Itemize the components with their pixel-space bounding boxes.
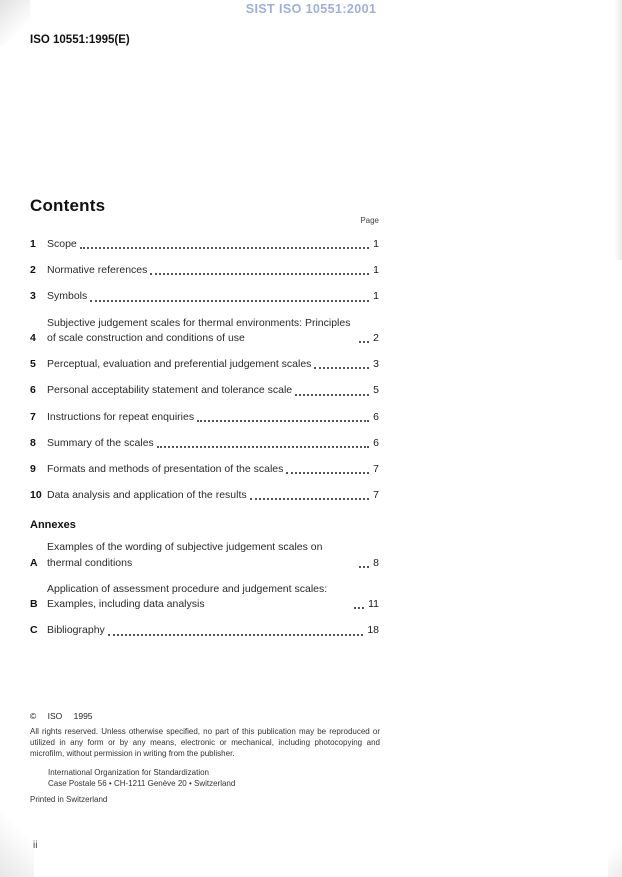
toc-entry-title: Subjective judgement scales for thermal environments: Principles of scale construction and conditions of use [47,316,351,344]
annex-entry [30,623,379,638]
dot-leader [295,394,369,396]
toc-entry [30,289,379,304]
toc-entry-title: Personal acceptability statement and tolerance scale [47,384,293,397]
toc-entry-title: Summary of the scales [47,436,154,449]
toc-entry-page: 1 [373,290,379,303]
dot-leader [157,446,369,448]
dot-leader [108,634,364,636]
annexes-heading: Annexes [30,519,76,532]
annex-entry-letter: A [30,556,38,569]
toc-entry [30,462,379,477]
toc-entry-page: 1 [373,238,379,250]
toc-entry-page: 1 [373,264,379,277]
printed-in: Printed in Switzerland [30,794,108,804]
toc-entry-page: 7 [373,462,379,475]
rights-notice: All rights reserved. Unless otherwise specified, no part of this publication may be reproduced or utilized in any form or by any means, electronic or mechanical, including photocopying and microfilm, without permission in writing from the publisher. [30,727,380,759]
toc-entry [30,263,379,278]
dot-leader [354,607,364,609]
dot-leader [90,300,369,302]
toc-entry-number: 8 [30,436,36,449]
publisher-address: Case Postale 56 • CH-1211 Genève 20 • Switzerland [48,779,236,789]
toc-entry-title: Perceptual, evaluation and preferential judgement scales [47,358,312,371]
annex-entry-letter: C [30,624,38,637]
toc-entry-page: 6 [373,410,379,423]
annex-entry-page: 18 [367,624,379,637]
toc-entry [30,357,379,372]
publisher-name: International Organization for Standardization [48,767,209,777]
dot-leader [197,420,369,422]
annex-entry-page: 8 [373,556,379,569]
scan-shadow-bottom-left [0,813,34,877]
dot-leader [150,273,369,275]
annex-entry-letter: B [30,598,38,611]
toc-entry [30,383,379,398]
dot-leader [250,498,370,500]
toc-entry-number: 4 [30,331,36,344]
toc-entry-number: 2 [30,264,36,277]
toc-entry-page: 2 [373,331,379,344]
toc-entry-title: Symbols [47,290,88,303]
toc-entry-number: 3 [30,290,36,303]
toc-entry-page: 3 [373,358,379,371]
annex-entry-title: Examples of the wording of subjective judgement scales on thermal conditions [47,541,323,569]
toc-entry-number: 9 [30,462,36,475]
toc-entry-number: 10 [30,489,42,502]
toc-entry-number: 7 [30,410,36,423]
toc-entry-page: 7 [373,489,379,502]
publisher-block [48,767,380,790]
dot-leader [359,341,369,343]
toc-entry-number: 1 [30,238,36,250]
scan-shadow-top-right [614,0,622,260]
toc-entry [30,410,379,425]
copyright-line: © ISO 1995 [30,711,93,721]
watermark-text: SIST ISO 10551:2001 [245,2,377,16]
dot-leader [286,472,369,474]
annex-entry [30,540,379,570]
toc-entry [30,436,379,451]
page-number: ii [33,840,38,851]
toc-entry-title: Normative references [47,264,148,277]
dot-leader [359,566,369,568]
toc-entry [30,316,379,346]
contents-heading: Contents [30,196,106,215]
toc-entry-number: 6 [30,384,36,397]
annex-entry-title: Application of assessment procedure and judgement scales: Examples, including data analysis [47,582,328,611]
toc-entry-title: Data analysis and application of the results [47,489,247,502]
annex-entry-title: Bibliography [47,624,105,637]
toc-entry-title: Formats and methods of presentation of the scales [47,462,284,475]
annex-entry [30,582,379,612]
toc-entry [30,237,379,252]
page-column-label: Page [360,216,379,225]
toc-entry-page: 6 [373,436,379,449]
document-reference: ISO 10551:1995(E) [30,34,130,46]
toc-entry [30,488,379,503]
dot-leader [80,247,369,249]
copyright-footer [30,711,380,804]
toc-entry-page: 5 [373,384,379,397]
table-of-contents [30,237,379,650]
toc-entry-title: Instructions for repeat enquiries [47,410,195,423]
annex-entry-page: 11 [368,598,379,611]
dot-leader [314,367,369,369]
toc-entry-title: Scope [47,238,77,250]
toc-entry-number: 5 [30,358,36,371]
scan-shadow-bottom-right [608,837,622,877]
